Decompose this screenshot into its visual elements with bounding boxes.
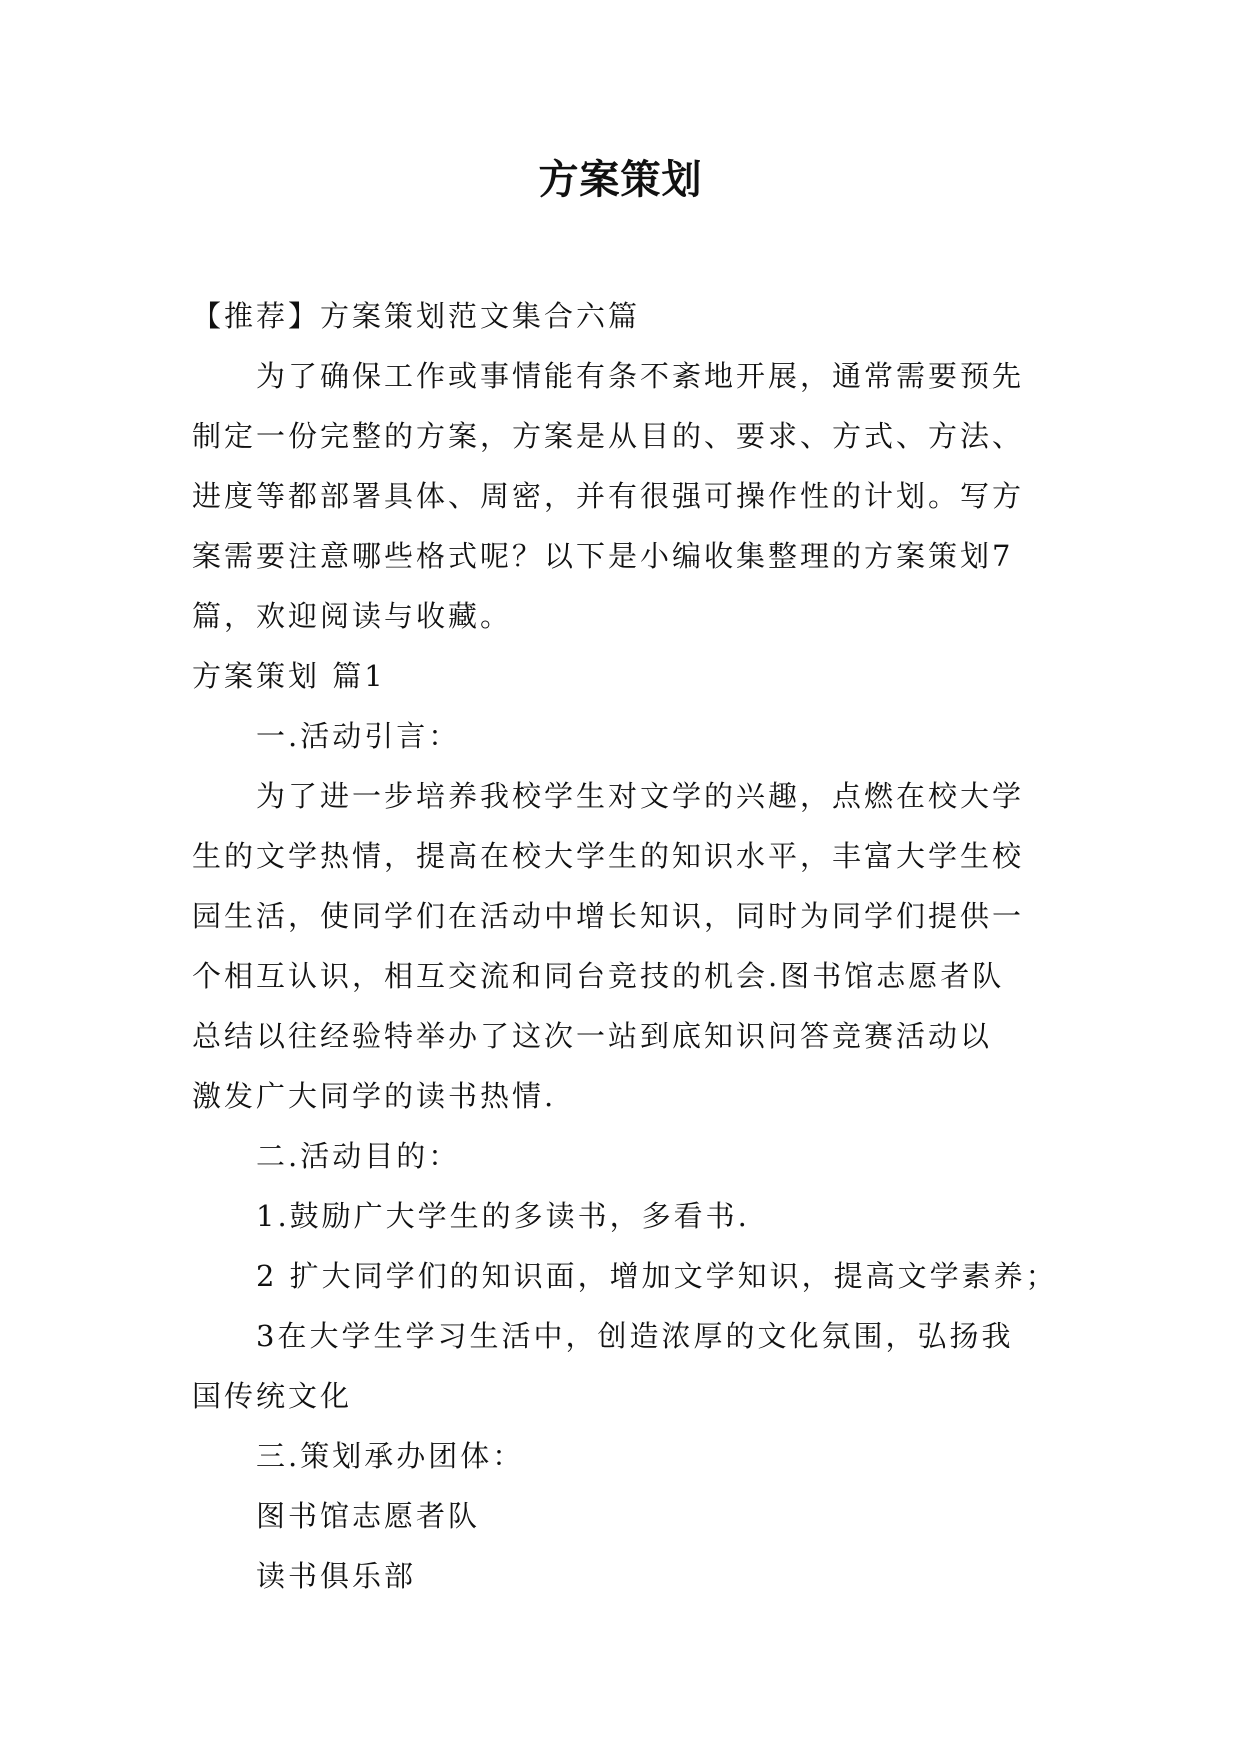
intro-paragraph-line: 为了确保工作或事情能有条不紊地开展，通常需要预先 <box>256 359 1025 393</box>
list-item: 3在大学生学习生活中，创造浓厚的文化氛围，弘扬我 <box>256 1319 1014 1353</box>
list-item: 1.鼓励广大学生的多读书，多看书. <box>256 1199 750 1233</box>
subsection-heading: 一.活动引言： <box>256 719 461 753</box>
subsection-heading: 二.活动目的： <box>256 1139 461 1173</box>
organizer-item: 图书馆志愿者队 <box>256 1499 481 1533</box>
list-item-continuation: 国传统文化 <box>192 1379 353 1413</box>
body-paragraph-line: 总结以往经验特举办了这次一站到底知识问答竞赛活动以 <box>192 1019 993 1053</box>
subsection-heading: 三.策划承办团体： <box>256 1439 525 1473</box>
organizer-item: 读书俱乐部 <box>256 1559 417 1593</box>
document-title: 方案策划 <box>538 156 703 203</box>
document-body <box>192 286 1072 1606</box>
list-item: 2 扩大同学们的知识面，增加文学知识，提高文学素养； <box>256 1259 1058 1293</box>
body-paragraph-line: 为了进一步培养我校学生对文学的兴趣，点燃在校大学 <box>256 779 1025 813</box>
section-heading: 方案策划 篇1 <box>192 659 386 693</box>
intro-paragraph-line: 篇，欢迎阅读与收藏。 <box>192 599 513 633</box>
body-paragraph-line: 激发广大同学的读书热情. <box>192 1079 557 1113</box>
body-paragraph-line: 生的文学热情，提高在校大学生的知识水平，丰富大学生校 <box>192 839 1025 873</box>
intro-paragraph-line: 案需要注意哪些格式呢？以下是小编收集整理的方案策划7 <box>192 539 1014 573</box>
body-paragraph-line: 个相互认识，相互交流和同台竞技的机会.图书馆志愿者队 <box>192 959 1005 993</box>
intro-paragraph-line: 制定一份完整的方案，方案是从目的、要求、方式、方法、 <box>192 419 1025 453</box>
intro-paragraph-line: 进度等都部署具体、周密，并有很强可操作性的计划。写方 <box>192 479 1025 513</box>
body-paragraph-line: 园生活，使同学们在活动中增长知识，同时为同学们提供一 <box>192 899 1025 933</box>
recommend-heading: 【推荐】方案策划范文集合六篇 <box>192 299 641 333</box>
